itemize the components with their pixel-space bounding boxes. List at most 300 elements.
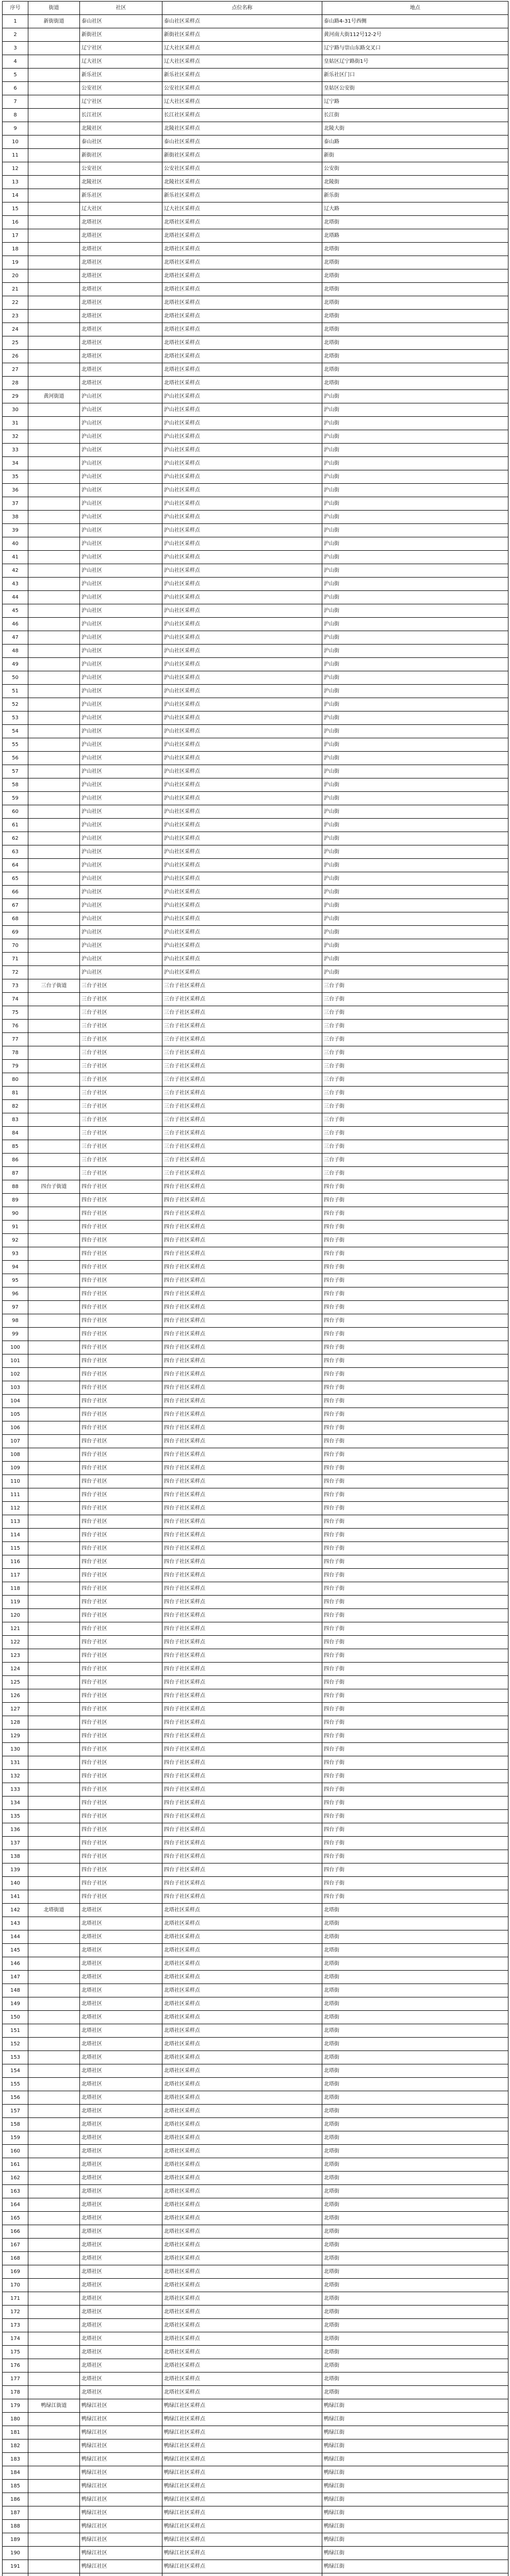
address: 沪山街 (322, 403, 508, 417)
street-name (28, 1100, 80, 1113)
row-number: 76 (3, 1020, 28, 1033)
street-name (28, 1033, 80, 1046)
point-name: 沪山社区采样点 (162, 631, 322, 645)
point-name: 四台子社区采样点 (162, 1676, 322, 1689)
table-row (3, 82, 508, 95)
table-row (3, 725, 508, 738)
community-name: 四台子社区 (80, 1435, 162, 1448)
community-name: 北塔社区 (80, 2145, 162, 2158)
address: 北塔街 (322, 2372, 508, 2386)
col-header-street: 街道 (28, 2, 80, 15)
address: 北塔街 (322, 2306, 508, 2319)
street-name (28, 1663, 80, 1676)
table-row (3, 1636, 508, 1649)
address: 北塔街 (322, 2252, 508, 2265)
row-number: 3 (3, 42, 28, 55)
address: 沪山街 (322, 564, 508, 578)
community-name: 四台子社区 (80, 1488, 162, 1502)
street-name (28, 685, 80, 698)
street-name (28, 229, 80, 243)
address: 四台子街 (322, 1609, 508, 1622)
street-name (28, 497, 80, 511)
table-row (3, 685, 508, 698)
community-name: 北塔社区 (80, 2198, 162, 2212)
point-name: 公安社区采样点 (162, 82, 322, 95)
address: 沪山街 (322, 926, 508, 939)
point-name: 四台子社区采样点 (162, 1663, 322, 1676)
row-number: 83 (3, 1113, 28, 1127)
table-row (3, 1020, 508, 1033)
row-number: 71 (3, 953, 28, 966)
address: 沪山街 (322, 725, 508, 738)
row-number: 152 (3, 2038, 28, 2051)
point-name: 沪山社区采样点 (162, 819, 322, 832)
point-name: 北陵社区采样点 (162, 176, 322, 189)
street-name (28, 1622, 80, 1636)
row-number: 155 (3, 2078, 28, 2091)
address: 四台子街 (322, 1274, 508, 1287)
point-name: 北塔社区采样点 (162, 377, 322, 390)
row-number: 53 (3, 711, 28, 725)
point-name: 北塔社区采样点 (162, 269, 322, 283)
row-number: 49 (3, 658, 28, 671)
street-name (28, 1596, 80, 1609)
row-number: 187 (3, 2506, 28, 2520)
community-name: 四台子社区 (80, 1462, 162, 1475)
address: 沪山街 (322, 953, 508, 966)
address: 沪山街 (322, 511, 508, 524)
address: 北陵街 (322, 176, 508, 189)
point-name: 北塔社区采样点 (162, 2212, 322, 2225)
address: 三台子街 (322, 1033, 508, 1046)
row-number: 168 (3, 2252, 28, 2265)
street-name (28, 2292, 80, 2306)
address: 北塔街 (322, 2185, 508, 2198)
street-name (28, 470, 80, 484)
table-row (3, 1167, 508, 1180)
street-name (28, 2413, 80, 2426)
table-row (3, 2319, 508, 2332)
address: 三台子街 (322, 1073, 508, 1087)
community-name: 四台子社区 (80, 1207, 162, 1221)
row-number: 91 (3, 1221, 28, 1234)
street-name (28, 618, 80, 631)
street-name (28, 1301, 80, 1314)
street-name (28, 1448, 80, 1462)
table-row (3, 805, 508, 819)
point-name: 三台子社区采样点 (162, 1127, 322, 1140)
point-name: 北塔社区采样点 (162, 2332, 322, 2346)
street-name (28, 1582, 80, 1596)
table-row (3, 1488, 508, 1502)
table-row (3, 2386, 508, 2399)
address: 沪山街 (322, 711, 508, 725)
table-row (3, 1234, 508, 1247)
row-number: 22 (3, 296, 28, 310)
point-name: 北塔社区采样点 (162, 1917, 322, 1930)
street-name (28, 551, 80, 564)
community-name: 沪山社区 (80, 645, 162, 658)
table-row (3, 1421, 508, 1435)
table-row (3, 1596, 508, 1609)
row-number: 96 (3, 1287, 28, 1301)
row-number: 23 (3, 310, 28, 323)
community-name: 北塔社区 (80, 2225, 162, 2239)
table-row (3, 1689, 508, 1703)
community-name: 鸭绿江社区 (80, 2533, 162, 2547)
row-number: 144 (3, 1930, 28, 1944)
table-row (3, 457, 508, 470)
table-row (3, 1328, 508, 1341)
community-name: 四台子社区 (80, 1703, 162, 1716)
street-name (28, 2225, 80, 2239)
table-row (3, 1930, 508, 1944)
street-name (28, 604, 80, 618)
table-row (3, 738, 508, 752)
table-row (3, 845, 508, 859)
point-name: 沪山社区采样点 (162, 886, 322, 899)
street-name (28, 1930, 80, 1944)
community-name: 新乐社区 (80, 69, 162, 82)
table-row (3, 578, 508, 591)
street-name (28, 28, 80, 42)
row-number: 42 (3, 564, 28, 578)
address: 鸭绿江街 (322, 2439, 508, 2453)
community-name: 北塔社区 (80, 377, 162, 390)
row-number: 141 (3, 1890, 28, 1904)
street-name (28, 1435, 80, 1448)
table-row (3, 939, 508, 953)
address: 四台子街 (322, 1368, 508, 1381)
street-name (28, 135, 80, 149)
row-number: 38 (3, 511, 28, 524)
community-name: 四台子社区 (80, 1274, 162, 1287)
street-name (28, 2372, 80, 2386)
row-number: 6 (3, 82, 28, 95)
point-name: 沪山社区采样点 (162, 845, 322, 859)
street-name (28, 1756, 80, 1770)
street-name (28, 1797, 80, 1810)
point-name: 沪山社区采样点 (162, 765, 322, 778)
address: 四台子街 (322, 1582, 508, 1596)
address: 四台子街 (322, 1287, 508, 1301)
table-row (3, 1448, 508, 1462)
community-name: 北塔社区 (80, 2292, 162, 2306)
address: 黄河南大街112号12-2号 (322, 28, 508, 42)
table-row (3, 1194, 508, 1207)
table-row (3, 2466, 508, 2480)
point-name: 长江社区采样点 (162, 109, 322, 122)
address: 沪山街 (322, 591, 508, 604)
community-name: 公安社区 (80, 162, 162, 176)
community-name: 四台子社区 (80, 1863, 162, 1877)
address: 北塔街 (322, 2346, 508, 2359)
row-number: 123 (3, 1649, 28, 1663)
row-number: 125 (3, 1676, 28, 1689)
address: 沪山街 (322, 912, 508, 926)
point-name: 四台子社区采样点 (162, 1596, 322, 1609)
community-name: 四台子社区 (80, 1542, 162, 1555)
row-number: 139 (3, 1863, 28, 1877)
community-name: 三台子社区 (80, 979, 162, 993)
table-row (3, 2225, 508, 2239)
community-name: 沪山社区 (80, 390, 162, 403)
table-row (3, 2105, 508, 2118)
community-name: 四台子社区 (80, 1341, 162, 1354)
address: 四台子街 (322, 1783, 508, 1797)
table-row (3, 2198, 508, 2212)
point-name: 鸭绿江社区采样点 (162, 2426, 322, 2439)
table-row (3, 912, 508, 926)
table-row (3, 189, 508, 202)
community-name: 四台子社区 (80, 1395, 162, 1408)
table-row (3, 698, 508, 711)
point-name: 北塔社区采样点 (162, 1930, 322, 1944)
address: 四台子街 (322, 1622, 508, 1636)
community-name: 北塔社区 (80, 2185, 162, 2198)
address: 鸭绿江街 (322, 2547, 508, 2560)
street-name (28, 2091, 80, 2105)
street-name (28, 1515, 80, 1529)
street-name (28, 1863, 80, 1877)
row-number: 163 (3, 2185, 28, 2198)
table-row (3, 1033, 508, 1046)
address: 北塔街 (322, 2172, 508, 2185)
point-name: 北塔社区采样点 (162, 216, 322, 229)
point-name: 鸭绿江社区采样点 (162, 2493, 322, 2506)
street-name: 四台子街道 (28, 1180, 80, 1194)
community-name: 鸭绿江社区 (80, 2560, 162, 2573)
table-row (3, 1408, 508, 1421)
row-number: 18 (3, 243, 28, 256)
community-name: 北塔社区 (80, 2319, 162, 2332)
row-number: 94 (3, 1261, 28, 1274)
row-number: 78 (3, 1046, 28, 1060)
street-name (28, 1328, 80, 1341)
address: 沪山街 (322, 685, 508, 698)
address: 北塔街 (322, 1997, 508, 2011)
point-name: 沪山社区采样点 (162, 497, 322, 511)
address: 北塔街 (322, 2131, 508, 2145)
community-name: 四台子社区 (80, 1421, 162, 1435)
row-number: 89 (3, 1194, 28, 1207)
community-name: 北塔社区 (80, 2172, 162, 2185)
address: 沪山街 (322, 618, 508, 631)
table-row (3, 511, 508, 524)
address: 北塔街 (322, 377, 508, 390)
street-name (28, 2064, 80, 2078)
address: 辽宁路与崇山东路交叉口 (322, 42, 508, 55)
community-name: 四台子社区 (80, 1221, 162, 1234)
street-name (28, 1569, 80, 1582)
street-name (28, 645, 80, 658)
table-row (3, 1515, 508, 1529)
community-name: 沪山社区 (80, 832, 162, 845)
street-name (28, 1676, 80, 1689)
street-name (28, 2506, 80, 2520)
street-name (28, 444, 80, 457)
point-name: 沪山社区采样点 (162, 444, 322, 457)
point-name: 鸭绿江社区采样点 (162, 2547, 322, 2560)
point-name: 北塔社区采样点 (162, 2118, 322, 2131)
point-name: 北塔社区采样点 (162, 2372, 322, 2386)
table-row (3, 1649, 508, 1663)
table-row (3, 2265, 508, 2279)
community-name: 北塔社区 (80, 243, 162, 256)
community-name: 沪山社区 (80, 484, 162, 497)
street-name (28, 1073, 80, 1087)
community-name: 沪山社区 (80, 430, 162, 444)
row-number: 165 (3, 2212, 28, 2225)
street-name: 新街街道 (28, 15, 80, 28)
street-name (28, 912, 80, 926)
point-name: 北塔社区采样点 (162, 1984, 322, 1997)
community-name: 北塔社区 (80, 229, 162, 243)
street-name (28, 1636, 80, 1649)
row-number: 97 (3, 1301, 28, 1314)
row-number: 20 (3, 269, 28, 283)
row-number: 37 (3, 497, 28, 511)
row-number: 28 (3, 377, 28, 390)
table-row (3, 2212, 508, 2225)
community-name: 沪山社区 (80, 631, 162, 645)
row-number: 142 (3, 1904, 28, 1917)
address: 北塔街 (322, 2118, 508, 2131)
community-name: 沪山社区 (80, 725, 162, 738)
row-number: 57 (3, 765, 28, 778)
table-row (3, 2091, 508, 2105)
address: 北塔街 (322, 2038, 508, 2051)
row-number: 39 (3, 524, 28, 537)
table-row (3, 537, 508, 551)
table-row (3, 832, 508, 845)
point-name: 鸭绿江社区采样点 (162, 2533, 322, 2547)
point-name: 四台子社区采样点 (162, 1863, 322, 1877)
address: 泰山路 (322, 135, 508, 149)
row-number: 115 (3, 1542, 28, 1555)
address: 四台子街 (322, 1850, 508, 1863)
street-name (28, 403, 80, 417)
table-row (3, 1274, 508, 1287)
address: 四台子街 (322, 1207, 508, 1221)
table-row (3, 2493, 508, 2506)
community-name: 北塔社区 (80, 2131, 162, 2145)
row-number: 8 (3, 109, 28, 122)
point-name: 北塔社区采样点 (162, 2198, 322, 2212)
table-row (3, 1863, 508, 1877)
row-number: 164 (3, 2198, 28, 2212)
point-name: 沪山社区采样点 (162, 939, 322, 953)
community-name: 四台子社区 (80, 1569, 162, 1582)
row-number: 14 (3, 189, 28, 202)
community-name: 沪山社区 (80, 511, 162, 524)
address: 三台子街 (322, 1060, 508, 1073)
table-row (3, 953, 508, 966)
table-row (3, 1221, 508, 1234)
address: 北塔街 (322, 2212, 508, 2225)
address: 北塔街 (322, 2064, 508, 2078)
point-name: 沪山社区采样点 (162, 912, 322, 926)
street-name (28, 69, 80, 82)
table-row (3, 765, 508, 778)
point-name: 沪山社区采样点 (162, 805, 322, 819)
street-name (28, 189, 80, 202)
community-name: 鸭绿江社区 (80, 2413, 162, 2426)
point-name: 四台子社区采样点 (162, 1877, 322, 1890)
point-name: 辽大社区采样点 (162, 55, 322, 69)
table-row (3, 1730, 508, 1743)
address: 沪山街 (322, 444, 508, 457)
address: 新街 (322, 149, 508, 162)
community-name: 三台子社区 (80, 1127, 162, 1140)
street-name: 黄河街道 (28, 390, 80, 403)
point-name: 北塔社区采样点 (162, 350, 322, 363)
table-row (3, 202, 508, 216)
table-row (3, 2453, 508, 2466)
table-row (3, 872, 508, 886)
point-name: 四台子社区采样点 (162, 1743, 322, 1756)
street-name (28, 149, 80, 162)
row-number: 177 (3, 2372, 28, 2386)
address: 沪山街 (322, 390, 508, 403)
table-row (3, 2506, 508, 2520)
point-name: 四台子社区采样点 (162, 1837, 322, 1850)
row-number: 161 (3, 2158, 28, 2172)
point-name: 北塔社区采样点 (162, 2024, 322, 2038)
table-row (3, 1435, 508, 1448)
address: 鸭绿江街 (322, 2493, 508, 2506)
community-name: 沪山社区 (80, 939, 162, 953)
sampling-points-table (2, 1, 508, 2576)
community-name: 四台子社区 (80, 1783, 162, 1797)
point-name: 北塔社区采样点 (162, 2265, 322, 2279)
table-row (3, 2011, 508, 2024)
row-number: 95 (3, 1274, 28, 1287)
community-name: 四台子社区 (80, 1448, 162, 1462)
community-name: 四台子社区 (80, 1381, 162, 1395)
point-name: 沪山社区采样点 (162, 966, 322, 979)
address: 沪山街 (322, 939, 508, 953)
row-number: 21 (3, 283, 28, 296)
table-row (3, 631, 508, 645)
table-row (3, 256, 508, 269)
point-name: 北塔社区采样点 (162, 2292, 322, 2306)
point-name: 北塔社区采样点 (162, 2239, 322, 2252)
community-name: 四台子社区 (80, 1502, 162, 1515)
row-number: 154 (3, 2064, 28, 2078)
community-name: 沪山社区 (80, 738, 162, 752)
address: 四台子街 (322, 1354, 508, 1368)
street-name (28, 176, 80, 189)
row-number: 178 (3, 2386, 28, 2399)
table-row (3, 1904, 508, 1917)
point-name: 北塔社区采样点 (162, 2145, 322, 2158)
street-name (28, 658, 80, 671)
street-name (28, 377, 80, 390)
row-number: 150 (3, 2011, 28, 2024)
address: 北塔街 (322, 2359, 508, 2372)
address: 北塔街 (322, 2011, 508, 2024)
community-name: 北塔社区 (80, 1944, 162, 1957)
table-row (3, 2239, 508, 2252)
table-row (3, 1756, 508, 1770)
community-name: 四台子社区 (80, 1716, 162, 1730)
address: 沪山街 (322, 819, 508, 832)
address: 四台子街 (322, 1649, 508, 1663)
community-name: 三台子社区 (80, 1046, 162, 1060)
address: 泰山路4-31号西侧 (322, 15, 508, 28)
community-name: 四台子社区 (80, 1756, 162, 1770)
